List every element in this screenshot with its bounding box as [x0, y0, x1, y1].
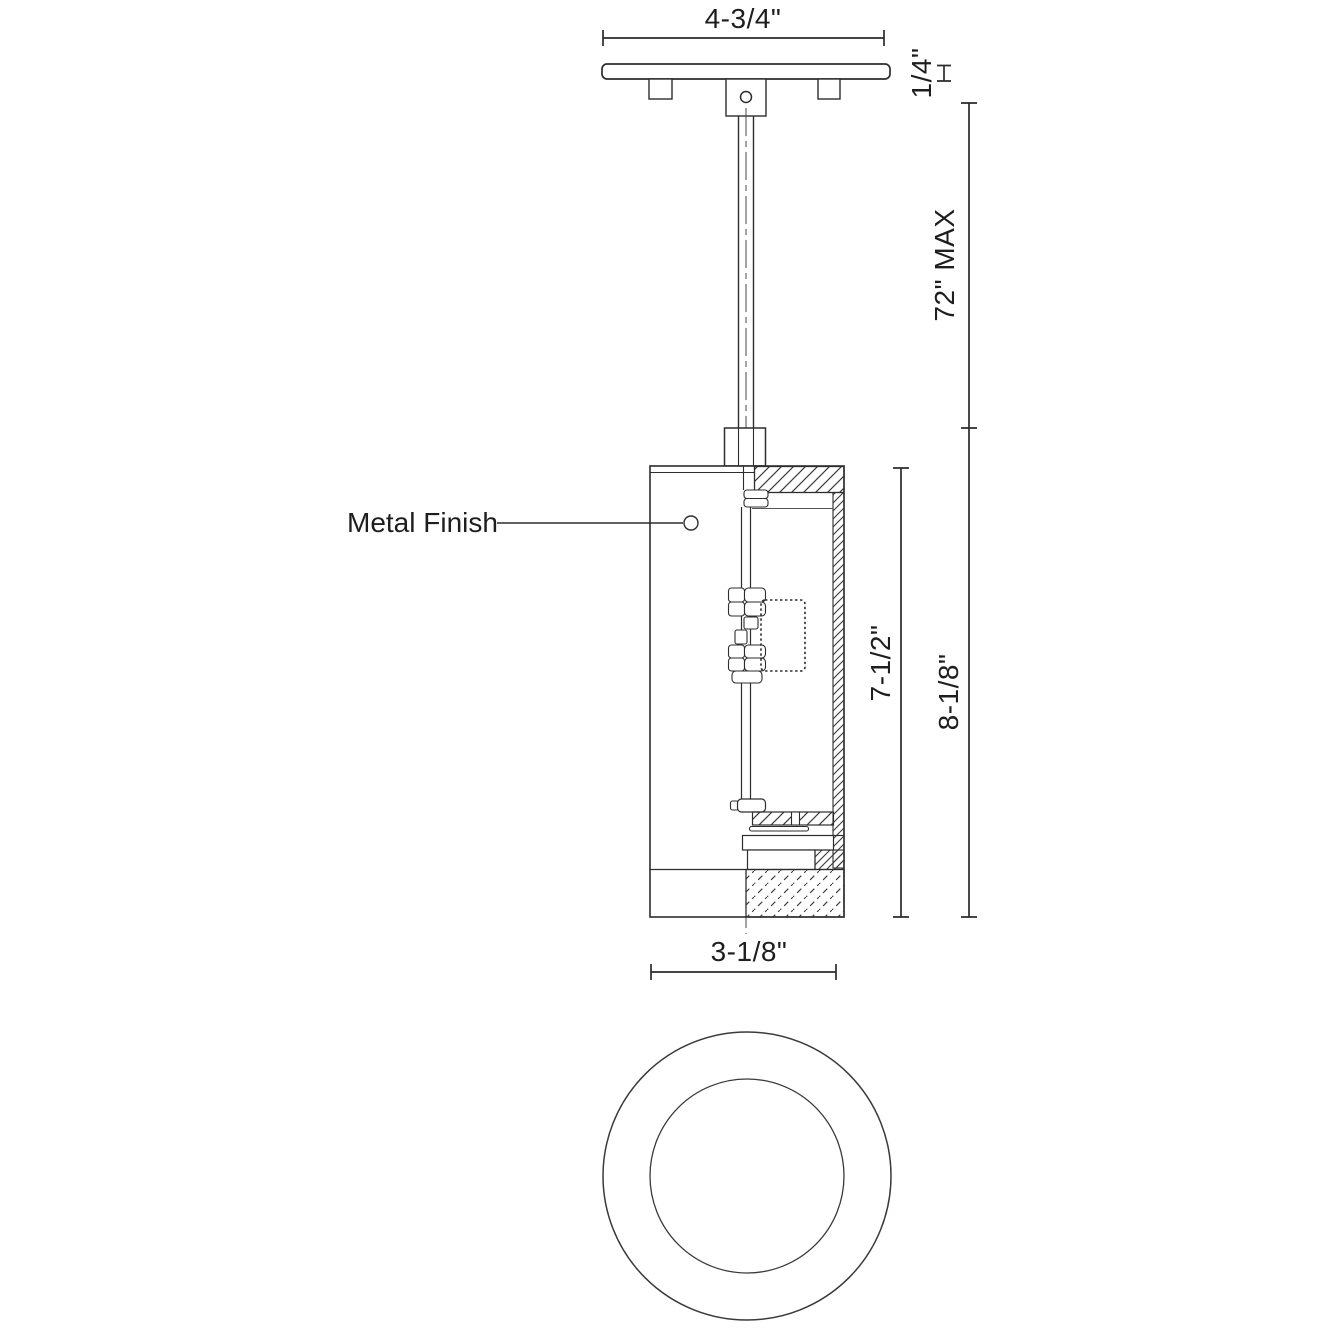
dim-line — [961, 103, 977, 428]
dim-label-canopy-thickness: 1/4" — [906, 47, 937, 99]
dimension-suspension-max — [929, 103, 977, 428]
nut — [729, 588, 745, 602]
right-wall-section — [833, 493, 844, 869]
dim-label-body-diameter: 3-1/8" — [710, 936, 788, 967]
retainer-band — [743, 836, 834, 851]
glass-diffuser-section — [746, 870, 844, 918]
canopy-mounting-tab-right — [818, 79, 840, 99]
lower-nut-cluster — [729, 645, 766, 683]
nut — [745, 645, 766, 658]
dim-label-suspension-max: 72" MAX — [929, 208, 960, 322]
dim-label-fixture-height: 8-1/8" — [933, 653, 964, 731]
metal-finish-label: Metal Finish — [347, 507, 498, 538]
canopy-screw-hole — [741, 92, 752, 103]
stem-coupler — [725, 428, 766, 466]
metal-finish-callout — [347, 507, 698, 538]
bracket-tab — [744, 617, 758, 629]
nut — [745, 602, 766, 616]
dimension-canopy-thickness — [906, 48, 951, 99]
top-cap-section — [755, 467, 845, 493]
dimension-body-diameter — [651, 936, 836, 980]
bottom-view-outer-circle — [603, 1032, 891, 1320]
callout-leader-dot — [684, 516, 698, 530]
recess-side-section — [815, 850, 844, 870]
nut — [732, 671, 762, 683]
canopy-plate — [602, 64, 890, 79]
dim-label-glass-height: 7-1/2" — [865, 624, 896, 702]
nut — [729, 645, 745, 658]
bottom-view-inner-circle — [650, 1079, 844, 1273]
dimension-glass-height — [865, 468, 909, 917]
dim-line — [937, 66, 951, 82]
stem-collar-nut-lower — [744, 499, 768, 508]
nut — [729, 658, 745, 671]
canopy-mounting-tab-left — [649, 79, 672, 99]
socket-plate-slot — [792, 812, 800, 825]
dimension-fixture-height — [933, 428, 977, 917]
dimension-canopy-diameter — [603, 3, 884, 46]
fixture-body — [650, 466, 844, 917]
socket-thin-plate — [750, 827, 809, 832]
dim-label-canopy-diameter: 4-3/4" — [704, 3, 782, 34]
nut — [729, 602, 745, 616]
stem-collar-nut-upper — [744, 490, 768, 499]
lamp-recess — [748, 850, 816, 870]
nut — [745, 588, 766, 602]
bracket-tab — [735, 630, 747, 644]
bottom-plan-view — [603, 1032, 891, 1320]
rod-end-nut — [738, 799, 766, 812]
